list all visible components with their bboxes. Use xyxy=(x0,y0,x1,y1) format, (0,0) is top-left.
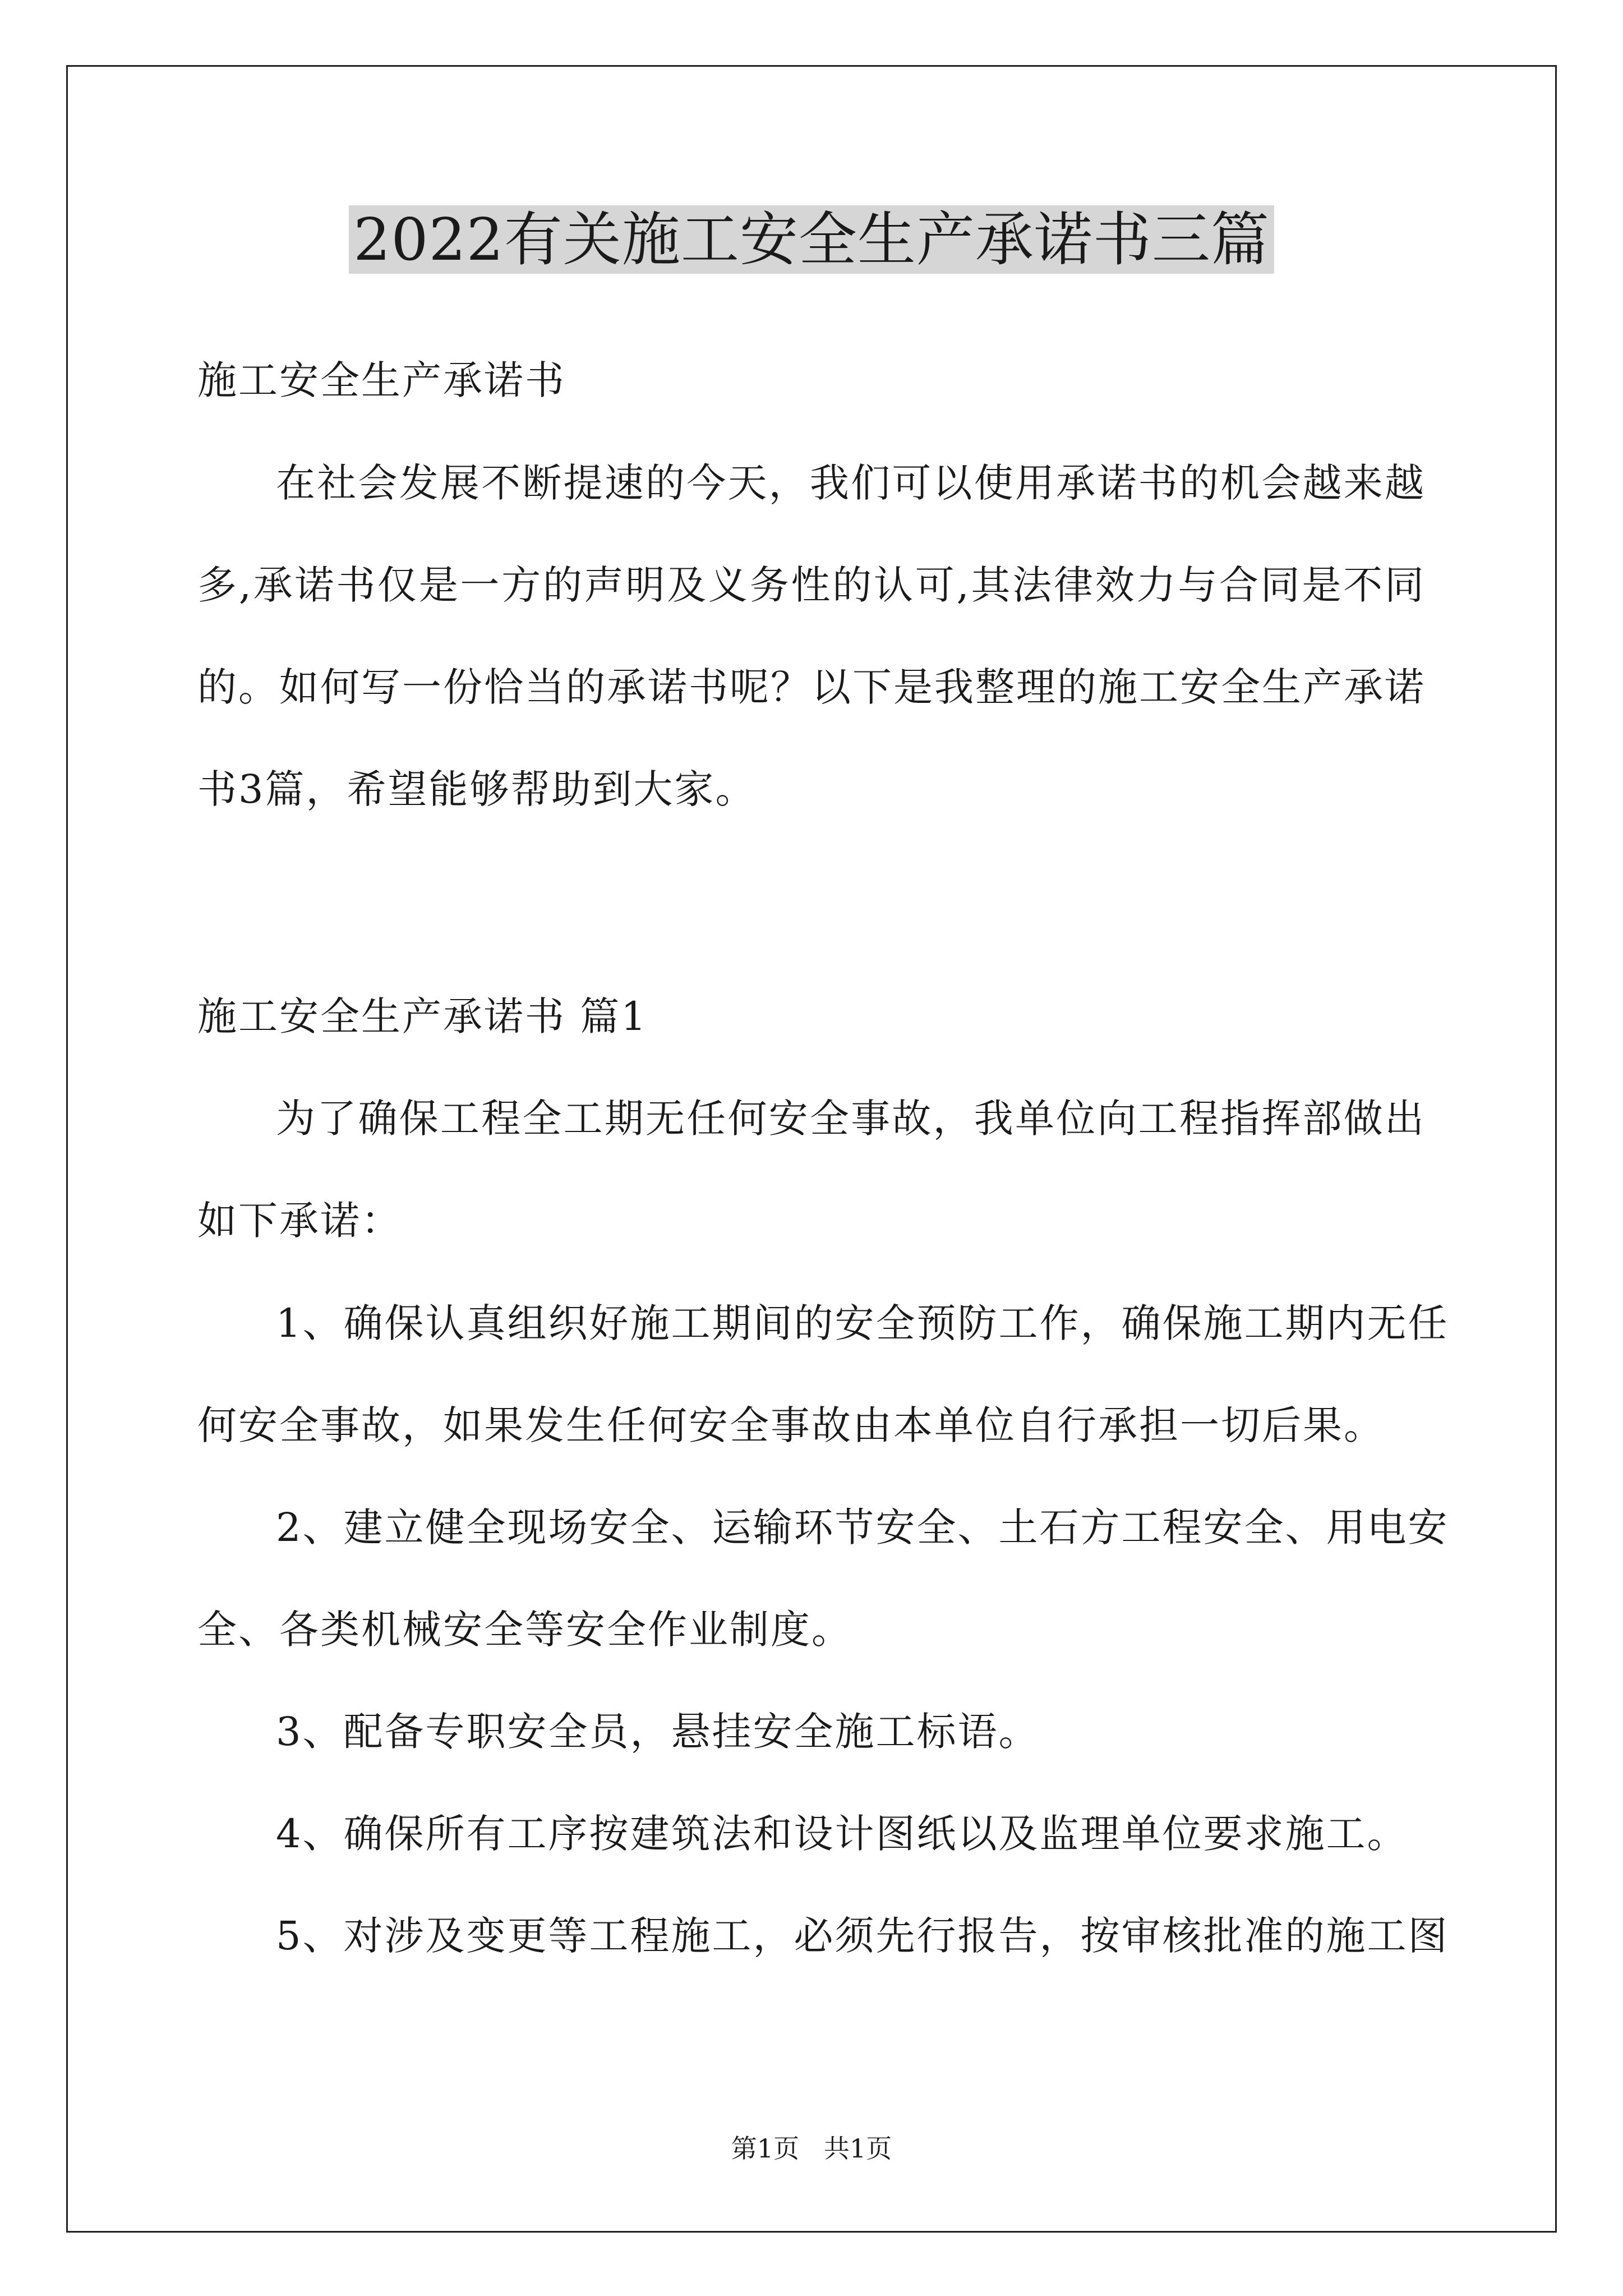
list-item-line: 1、确保认真组织好施工期间的安全预防工作，确保施工期内无任 xyxy=(276,1300,1449,1346)
paragraph-line: 为了确保工程全工期无任何安全事故，我单位向工程指挥部做出 xyxy=(276,1096,1426,1142)
paragraph-line: 多,承诺书仅是一方的声明及义务性的认可,其法律效力与合同是不同 xyxy=(197,562,1426,608)
list-item-line: 4、确保所有工序按建筑法和设计图纸以及监理单位要求施工。 xyxy=(276,1811,1408,1857)
list-item-line: 何安全事故，如果发生任何安全事故由本单位自行承担一切后果。 xyxy=(197,1402,1385,1448)
list-item-line: 3、配备专职安全员，悬挂安全施工标语。 xyxy=(276,1709,1040,1755)
list-item-line: 全、各类机械安全等安全作业制度。 xyxy=(197,1607,852,1653)
section-heading-part1: 施工安全生产承诺书 篇1 xyxy=(197,993,648,1039)
paragraph-line: 在社会发展不断提速的今天，我们可以使用承诺书的机会越来越 xyxy=(276,460,1426,506)
document-title xyxy=(0,200,1623,279)
section-heading-intro: 施工安全生产承诺书 xyxy=(197,357,566,403)
paragraph-line: 如下承诺： xyxy=(197,1198,402,1244)
paragraph-line: 的。如何写一份恰当的承诺书呢？以下是我整理的施工安全生产承诺 xyxy=(197,664,1426,710)
list-item-line: 5、对涉及变更等工程施工，必须先行报告，按审核批准的施工图 xyxy=(276,1913,1449,1959)
list-item-line: 2、建立健全现场安全、运输环节安全、土石方工程安全、用电安 xyxy=(276,1504,1449,1550)
page-footer: 第1页 共1页 xyxy=(731,2133,892,2164)
document-title-text: 2022有关施工安全生产承诺书三篇 xyxy=(349,205,1274,274)
paragraph-line: 书3篇，希望能够帮助到大家。 xyxy=(197,766,757,812)
